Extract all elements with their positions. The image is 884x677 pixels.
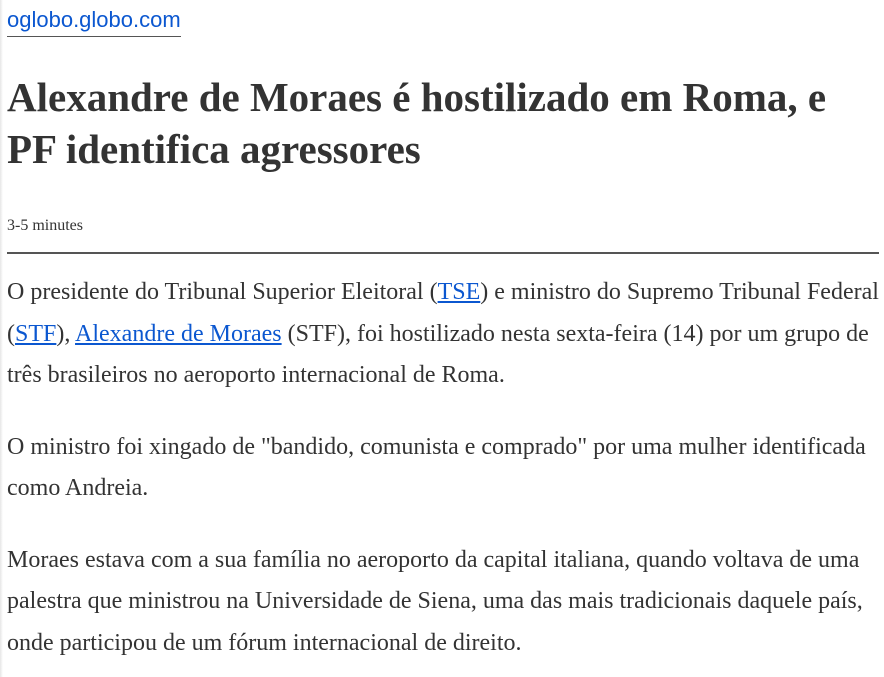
paragraph-1 xyxy=(7,272,879,397)
reading-time: 3-5 minutes xyxy=(7,217,83,234)
stf-link[interactable]: STF xyxy=(15,320,57,347)
text-segment: Moraes estava com a sua família no aeroporto da capital italiana, quando voltava de uma palestra que ministrou na Universidade de Siena, uma das mais tradicionais daquele país, onde participou de um fórum internacional de direito. xyxy=(7,546,863,656)
paragraph-3 xyxy=(7,540,879,665)
text-segment: ) e ministro do Supremo Tribunal Federal ( xyxy=(7,279,879,347)
text-segment: (STF), foi hostilizado nesta sexta-feira (14) por um grupo de três brasileiros no aeroporto internacional de Roma. xyxy=(7,320,869,388)
text-segment: ), xyxy=(56,320,76,347)
tse-link[interactable]: TSE xyxy=(437,279,481,305)
paragraph-2 xyxy=(7,427,879,510)
reader-view-content xyxy=(7,0,879,677)
source-domain-link[interactable]: oglobo.globo.com xyxy=(7,6,181,37)
header-divider xyxy=(7,252,879,254)
article-headline: Alexandre de Moraes é hostilizado em Roma, e PF identifica agressores xyxy=(7,74,827,172)
article-body xyxy=(7,272,879,664)
text-segment: O presidente do Tribunal Superior Eleitoral ( xyxy=(7,279,438,305)
alexandre-de-moraes-link[interactable]: Alexandre de Moraes xyxy=(75,320,282,347)
page-left-edge xyxy=(0,0,3,677)
text-segment: O ministro foi xingado de "bandido, comunista e comprado" por uma mulher identificada como Andreia. xyxy=(7,433,866,501)
